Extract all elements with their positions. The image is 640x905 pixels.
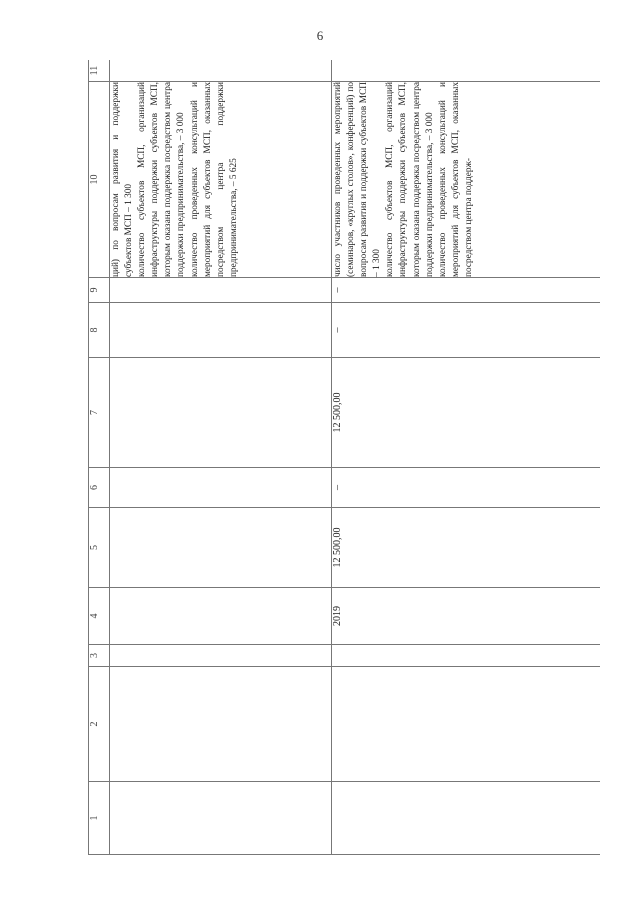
cell-col9: – xyxy=(332,278,601,303)
cell-col3 xyxy=(332,645,601,667)
cell-col5 xyxy=(110,508,332,588)
column-header: 10 xyxy=(89,82,110,278)
rotated-table-wrapper xyxy=(88,60,600,855)
cell-col5: 12 500,00 xyxy=(332,508,601,588)
indicator-text: число участников проведенных мероприятий (семинаров, «круглых столов», конференций) по вопросам развития и поддержки субъектов МСП – 1 300 xyxy=(333,82,383,277)
cell-col11 xyxy=(110,60,332,82)
column-header: 3 xyxy=(89,645,110,667)
column-numbers-row xyxy=(89,60,110,855)
column-header: 2 xyxy=(89,667,110,782)
cell-col7 xyxy=(110,358,332,468)
cell-col3 xyxy=(110,645,332,667)
column-header: 4 xyxy=(89,588,110,645)
cell-col6: – xyxy=(332,468,601,508)
indicators-cell xyxy=(332,82,601,278)
table-row xyxy=(332,60,601,855)
cell-col11 xyxy=(332,60,601,82)
program-table xyxy=(88,60,600,855)
column-header: 1 xyxy=(89,782,110,855)
cell-col1 xyxy=(110,782,332,855)
indicator-text: количество проведенных консультаций и мероприятий для субъектов МСП, оказанных посредством центра поддержки предпринимательства, – 5 625 xyxy=(189,82,239,277)
cell-col8: – xyxy=(332,303,601,358)
cell-col9 xyxy=(110,278,332,303)
column-header: 8 xyxy=(89,303,110,358)
indicator-text: количество субъектов МСП, организаций инфраструктуры поддержки субъектов МСП, которым оказана поддержка посредством центра поддержки предпринимательства, – 3 000 xyxy=(385,82,435,277)
cell-col1 xyxy=(332,782,601,855)
column-header: 9 xyxy=(89,278,110,303)
rotated-table-area xyxy=(88,60,600,855)
cell-col6 xyxy=(110,468,332,508)
cell-col8 xyxy=(110,303,332,358)
cell-year: 2019 xyxy=(332,588,601,645)
column-header: 7 xyxy=(89,358,110,468)
indicator-text: количество проведенных консультаций и мероприятий для субъектов МСП, оказанных посредством центра поддерж- xyxy=(437,82,474,277)
cell-col2 xyxy=(332,667,601,782)
indicator-text: ций) по вопросам развития и поддержки субъектов МСП – 1 300 xyxy=(111,82,135,277)
indicator-text: количество субъектов МСП, организаций инфраструктуры поддержки субъектов МСП, которым оказана поддержка посредством центра поддержки предпринимательства, – 3 000 xyxy=(137,82,187,277)
table-row xyxy=(110,60,332,855)
column-header: 6 xyxy=(89,468,110,508)
indicators-cell xyxy=(110,82,332,278)
column-header: 5 xyxy=(89,508,110,588)
page-number: 6 xyxy=(316,28,324,43)
cell-year xyxy=(110,588,332,645)
cell-col7: 12 500,00 xyxy=(332,358,601,468)
cell-col2 xyxy=(110,667,332,782)
column-header: 11 xyxy=(89,60,110,82)
